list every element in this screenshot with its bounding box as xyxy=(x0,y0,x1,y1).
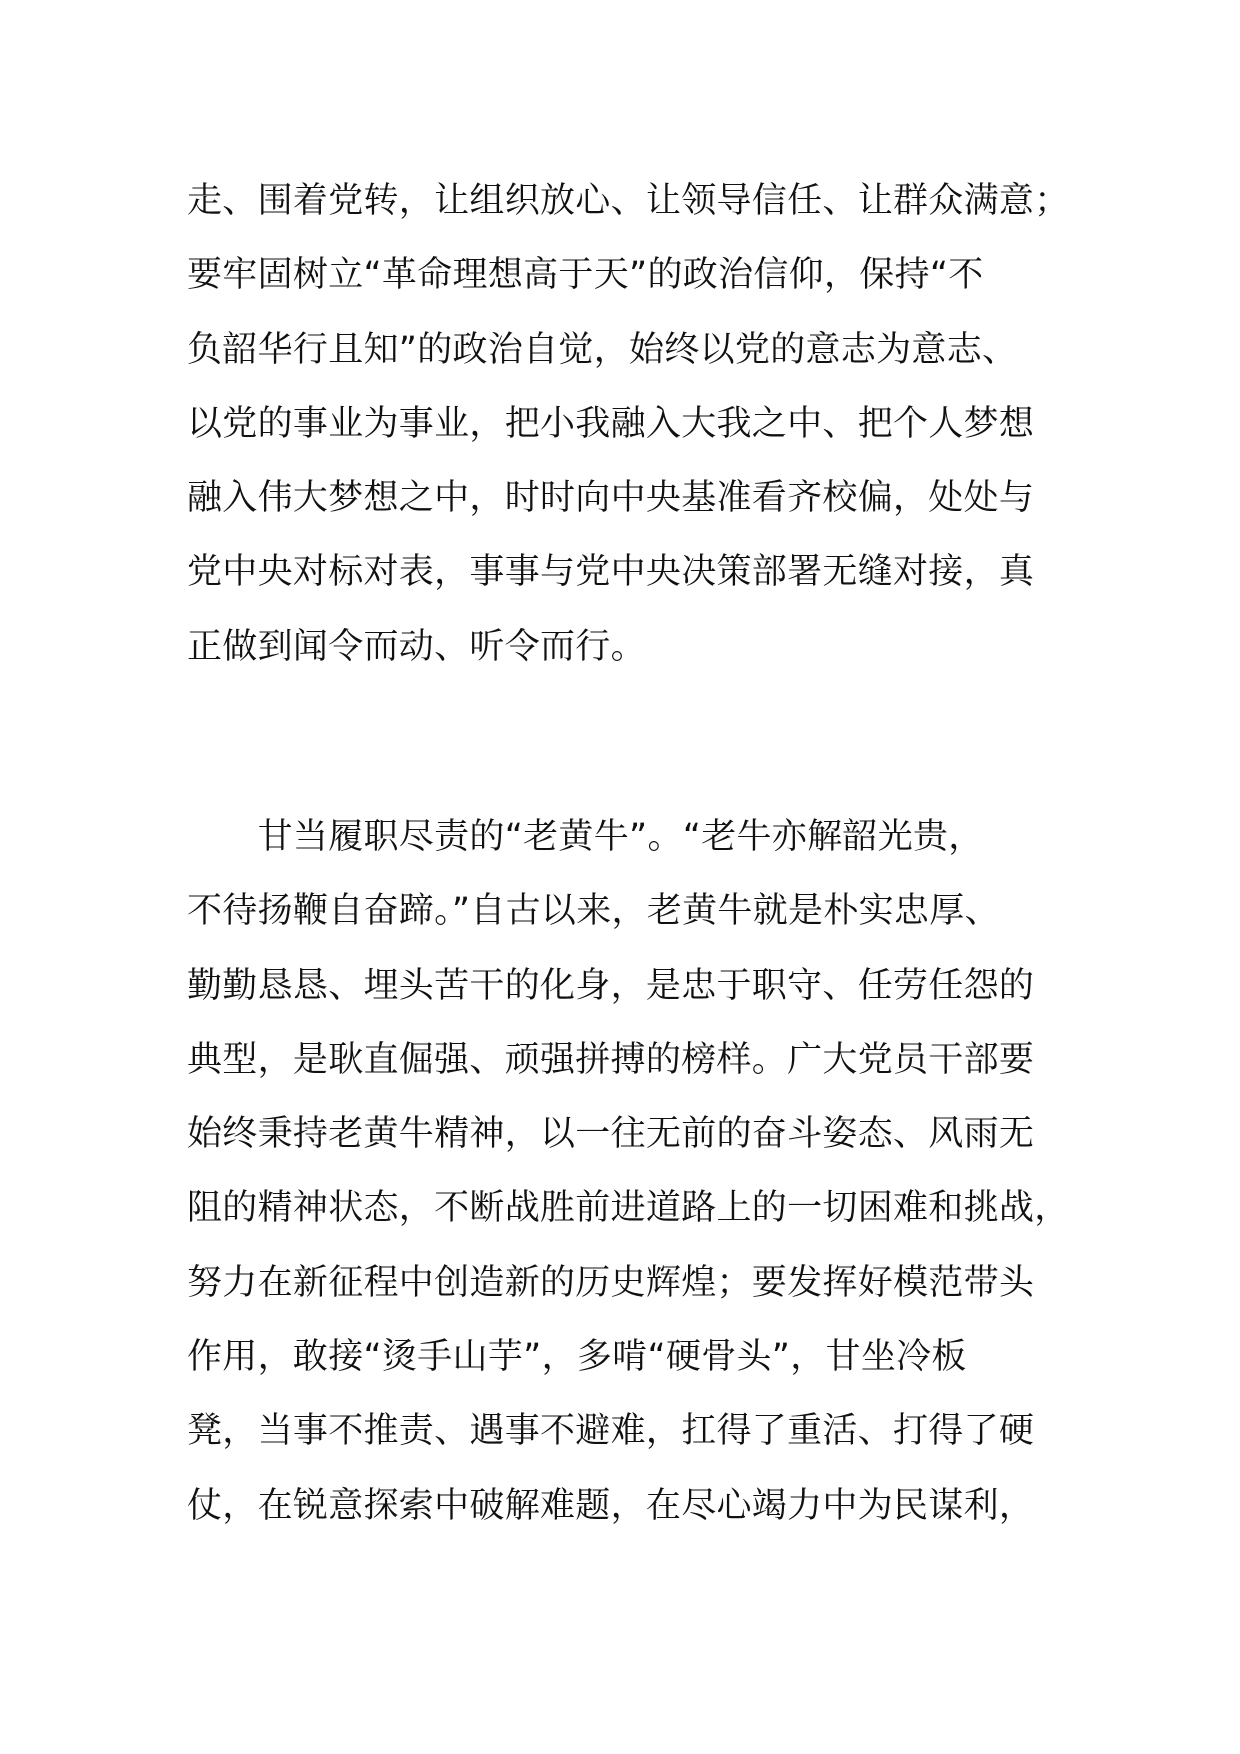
text-line: 正做到闻令而动、听令而行。 xyxy=(187,626,646,667)
text-line: 作用，敢接“烫手山芋”，多啃“硬骨头”，甘坐冷板 xyxy=(187,1337,967,1378)
text-line: 凳，当事不推责、遇事不避难，扛得了重活、打得了硬 xyxy=(187,1411,1035,1452)
text-line: 负韶华行且知”的政治自觉，始终以党的意志为意志、 xyxy=(187,329,1018,370)
text-line: 始终秉持老黄牛精神，以一往无前的奋斗姿态、风雨无 xyxy=(187,1114,1035,1155)
text-line: 走、围着党转，让组织放心、让领导信任、让群众满意； xyxy=(187,181,1070,221)
text-line: 典型，是耿直倔强、顽强拼搏的榜样。广大党员干部要 xyxy=(187,1039,1035,1080)
text-line: 努力在新征程中创造新的历史辉煌；要发挥好模范带头 xyxy=(187,1262,1035,1303)
text-line: 党中央对标对表，事事与党中央决策部署无缝对接，真 xyxy=(187,552,1035,593)
text-line: 阻的精神状态，不断战胜前进道路上的一切困难和挑战， xyxy=(187,1188,1070,1229)
text-line: 仗，在锐意探索中破解难题，在尽心竭力中为民谋利， xyxy=(187,1485,1035,1526)
text-line: 融入伟大梦想之中，时时向中央基准看齐校偏，处处与 xyxy=(187,478,1035,519)
paragraph-heading-line: 甘当履职尽责的“老黄牛”。“老牛亦解韶光贵， xyxy=(187,817,984,857)
text-line xyxy=(187,1543,1087,1617)
text-line: 勤勤恳恳、埋头苦干的化身，是忠于职守、任劳任怨的 xyxy=(187,965,1035,1006)
text-line: 要牢固树立“革命理想高于天”的政治信仰，保持“不 xyxy=(187,255,984,296)
paragraph-old-ox-spirit xyxy=(187,800,1087,1617)
text-line: 以党的事业为事业，把小我融入大我之中、把个人梦想 xyxy=(187,403,1035,444)
paragraph-political-loyalty xyxy=(187,164,1087,684)
text-line: 不待扬鞭自奋蹄。”自古以来，老黄牛就是朴实忠厚、 xyxy=(187,891,1000,932)
